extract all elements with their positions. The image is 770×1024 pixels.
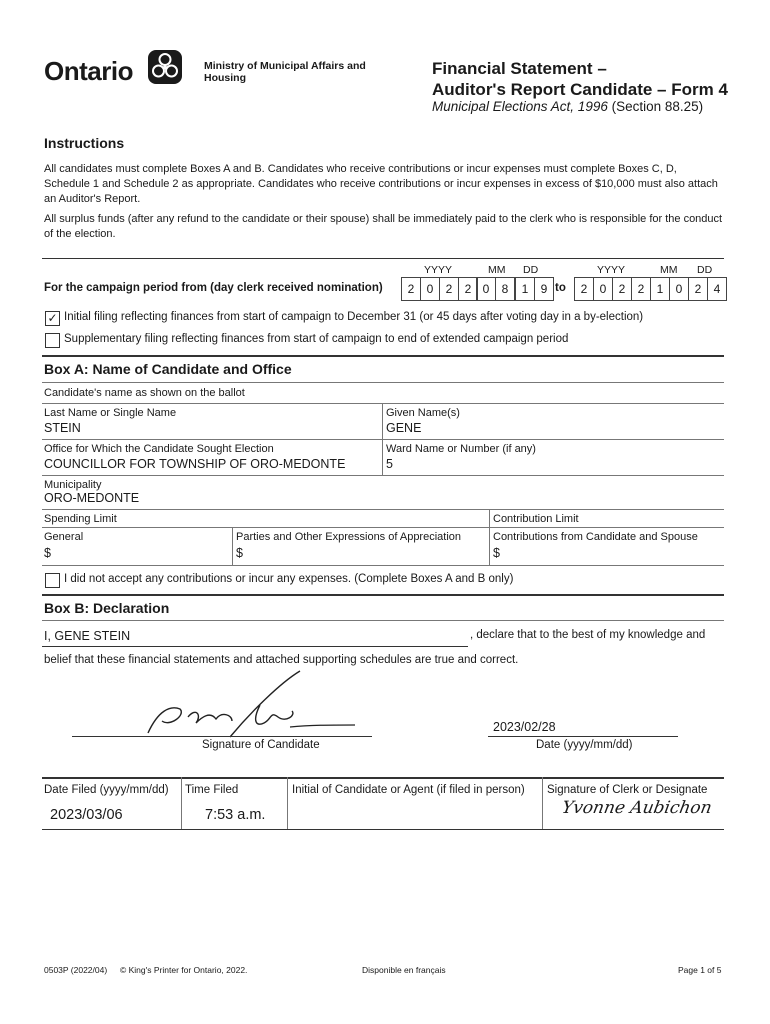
instructions-paragraph-1: All candidates must complete Boxes A and B. Candidates who receive contributions or incur expenses must complete Boxes C, D, Schedule 1 and Schedule 2 as appropriate. Candidates who receive contributions or incur expenses in excess of $10,000 must also attach an Auditor's Report.: [44, 163, 718, 205]
date-filed-label: Date Filed (yyyy/mm/dd): [44, 784, 169, 796]
to-dd-header: DD: [697, 264, 713, 276]
to-year-digit: 2: [575, 278, 594, 300]
supplementary-filing-checkbox[interactable]: [45, 333, 60, 348]
last-name-label: Last Name or Single Name: [44, 407, 177, 419]
form-title-line2: Auditor's Report Candidate – Form 4: [432, 80, 728, 99]
to-yyyy-header: YYYY: [597, 264, 626, 276]
instructions-paragraph-2: All surplus funds (after any refund to the candidate or their spouse) shall be immediately paid to the clerk who is responsible for the conduct of the election.: [44, 213, 723, 240]
office-label: Office for Which the Candidate Sought Election: [44, 443, 274, 455]
candidate-signature-icon: [140, 665, 370, 745]
clerk-signature-label: Signature of Clerk or Designate: [547, 784, 708, 796]
french-availability: Disponible en français: [362, 965, 446, 975]
supplementary-filing-label: Supplementary filing reflecting finances from start of campaign to end of extended campaign period: [64, 333, 569, 345]
from-day-digit: 1: [516, 278, 535, 300]
signature-of-candidate-label: Signature of Candidate: [202, 739, 320, 751]
from-year-digit: 2: [440, 278, 459, 300]
given-name-field[interactable]: GENE: [386, 421, 422, 435]
time-filed-label: Time Filed: [185, 784, 239, 796]
trillium-logo-icon: [148, 50, 182, 84]
no-contributions-checkbox[interactable]: [45, 573, 60, 588]
form-act-reference: [432, 99, 703, 114]
initial-filing-label: Initial filing reflecting finances from start of campaign to December 31 (or 45 days after voting day in a by-election): [64, 311, 644, 323]
from-year-digit: 2: [402, 278, 421, 300]
from-year-digit: 0: [421, 278, 440, 300]
ward-field[interactable]: 5: [386, 457, 393, 471]
act-name: Municipal Elections Act, 1996: [432, 99, 608, 114]
to-year-field[interactable]: [574, 277, 651, 301]
contribution-limit-label: Contribution Limit: [493, 513, 579, 525]
contrib-spouse-label: Contributions from Candidate and Spouse: [493, 531, 698, 543]
declaration-date-label: Date (yyyy/mm/dd): [536, 739, 633, 751]
from-dd-header: DD: [523, 264, 539, 276]
box-b-title: Box B: Declaration: [44, 600, 170, 616]
to-year-digit: 0: [594, 278, 613, 300]
form-title: [432, 58, 728, 100]
ward-label: Ward Name or Number (if any): [386, 443, 536, 455]
from-day-digit: 9: [540, 282, 548, 296]
to-month-digit: 0: [675, 282, 683, 296]
municipality-field[interactable]: ORO-MEDONTE: [44, 491, 140, 505]
parties-limit-field[interactable]: $: [236, 546, 243, 560]
instructions-heading: Instructions: [44, 135, 125, 151]
ballot-name-note: Candidate's name as shown on the ballot: [44, 387, 245, 399]
no-contributions-label: I did not accept any contributions or incur any expenses. (Complete Boxes A and B only): [64, 573, 514, 585]
from-month-field[interactable]: [476, 277, 515, 301]
clerk-signature: Yvonne Aubichon: [560, 798, 714, 818]
belief-text: belief that these financial statements and attached supporting schedules are true and correct.: [44, 654, 519, 666]
office-field[interactable]: COUNCILLOR FOR TOWNSHIP OF ORO-MEDONTE: [44, 457, 346, 471]
copyright: © King's Printer for Ontario, 2022.: [120, 965, 248, 975]
act-section: (Section 88.25): [607, 99, 704, 114]
campaign-period-label: For the campaign period from (day clerk received nomination): [44, 282, 383, 294]
to-month-field[interactable]: [650, 277, 689, 301]
parties-appreciation-label: Parties and Other Expressions of Appreciation: [236, 531, 462, 543]
page-number: Page 1 of 5: [678, 965, 722, 975]
given-name-label: Given Name(s): [386, 407, 460, 419]
initial-agent-label: Initial of Candidate or Agent (if filed in person): [292, 784, 525, 796]
from-mm-header: MM: [488, 264, 506, 276]
general-limit-field[interactable]: $: [44, 546, 51, 560]
to-day-digit: 2: [689, 278, 708, 300]
box-a-title: Box A: Name of Candidate and Office: [44, 361, 292, 377]
to-day-field[interactable]: [688, 277, 727, 301]
from-year-digit: 2: [464, 282, 472, 296]
spending-limit-label: Spending Limit: [44, 513, 117, 525]
from-month-digit: 8: [501, 282, 509, 296]
form-code: 0503P (2022/04): [44, 965, 108, 975]
time-filed-field[interactable]: 7:53 a.m.: [205, 807, 266, 823]
to-day-digit: 4: [713, 282, 721, 296]
period-to-label: to: [555, 282, 566, 294]
declaration-date-field[interactable]: 2023/02/28: [493, 720, 556, 734]
from-yyyy-header: YYYY: [424, 264, 453, 276]
initial-filing-checkbox[interactable]: ✓: [45, 311, 60, 326]
from-month-digit: 0: [477, 278, 496, 300]
general-label: General: [44, 531, 84, 543]
from-year-field[interactable]: [401, 277, 478, 301]
to-year-digit: 2: [637, 282, 645, 296]
contrib-spouse-field[interactable]: $: [493, 546, 500, 560]
ontario-logo-text: Ontario: [44, 56, 133, 86]
ministry-name: Ministry of Municipal Affairs and Housing: [204, 60, 366, 84]
to-mm-header: MM: [660, 264, 678, 276]
form-title-line1: Financial Statement –: [432, 59, 607, 78]
date-filed-field[interactable]: 2023/03/06: [50, 807, 123, 823]
municipality-label: Municipality: [44, 479, 102, 491]
to-year-digit: 2: [613, 278, 632, 300]
declarant-name-field[interactable]: I, GENE STEIN: [44, 629, 131, 643]
to-month-digit: 1: [651, 278, 670, 300]
declaration-text: , declare that to the best of my knowledge and: [470, 629, 706, 641]
from-day-field[interactable]: [515, 277, 554, 301]
last-name-field[interactable]: STEIN: [44, 421, 81, 435]
